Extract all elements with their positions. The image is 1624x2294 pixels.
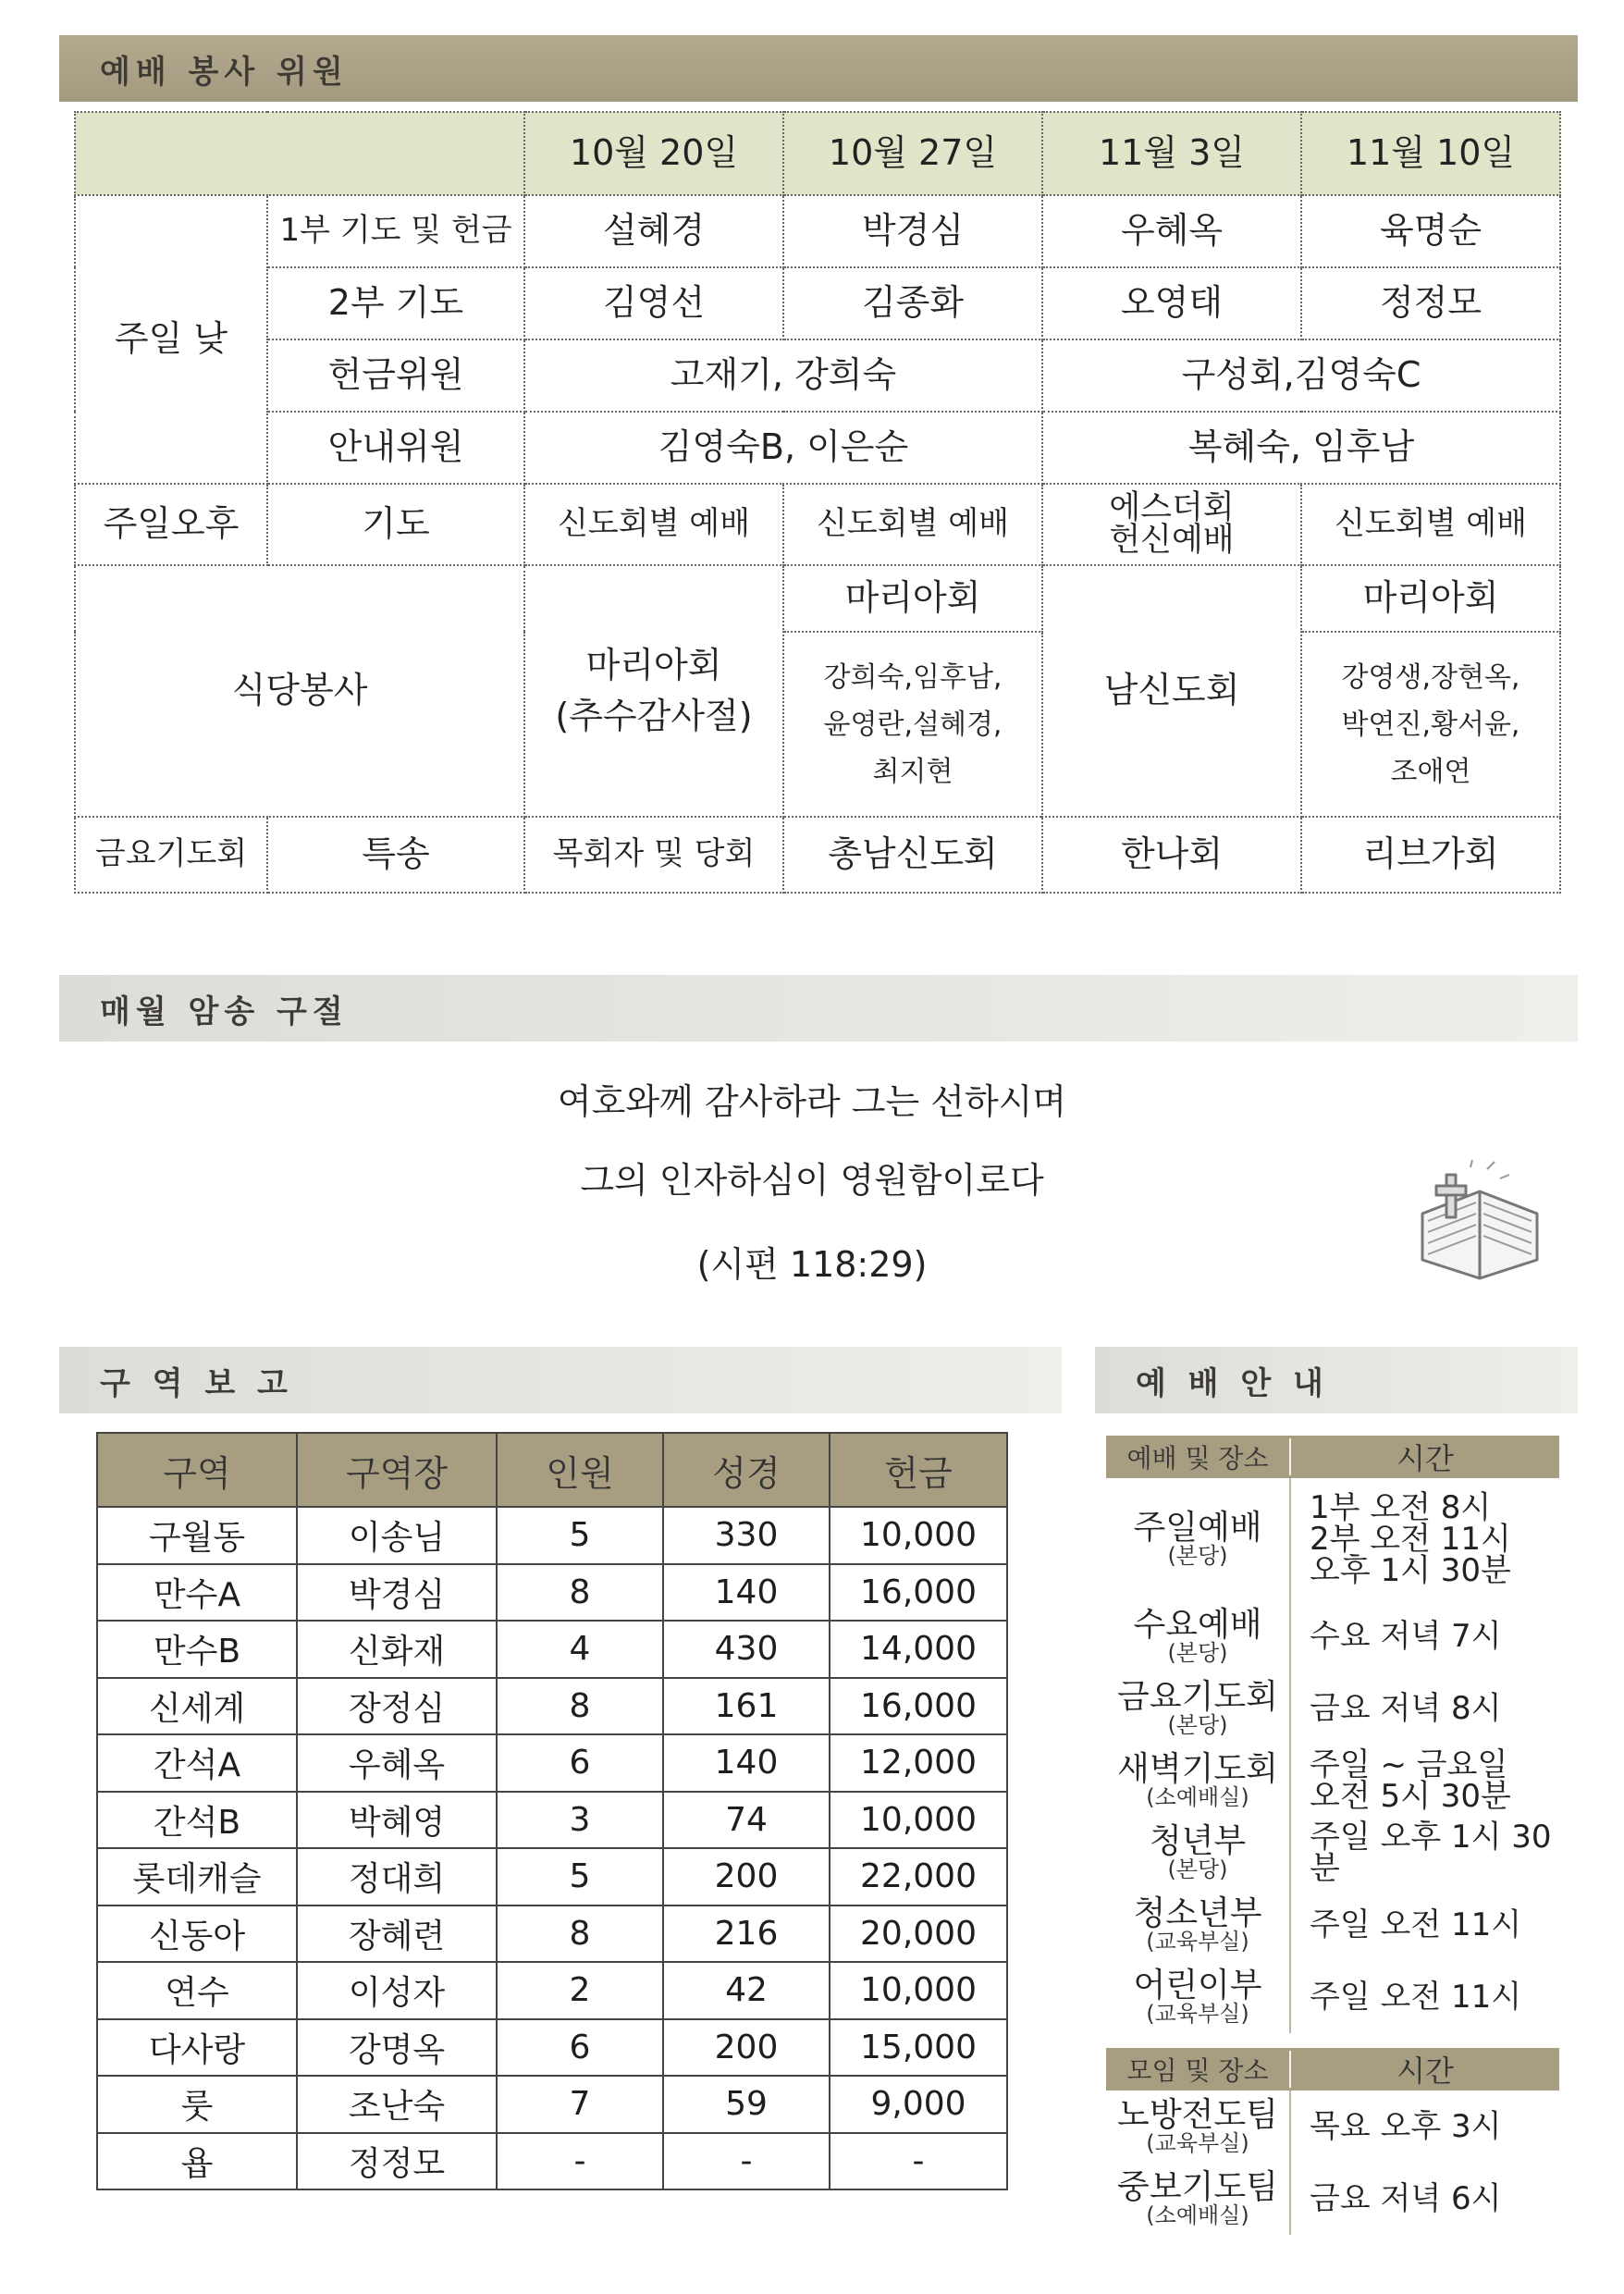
guide-row [1106,2090,1559,2163]
guide-row [1106,1745,1559,1817]
bible-icon [1406,1156,1554,1286]
table-row [97,1507,1007,1564]
column-header: 인원 [497,1433,663,1507]
row-label: 2부 기도 [267,267,524,339]
table-cell: 140 [663,1734,830,1792]
guide-name: 주일예배 [1133,1509,1262,1547]
row-label: 헌금위원 [267,339,524,412]
table-cell: 5 [497,1848,663,1906]
cell-line: 박연진,황서윤, [1341,708,1520,741]
guide-name-cell [1106,1889,1291,1961]
cell: 구성회,김영숙C [1042,339,1560,412]
cell-line: 최지현 [872,755,953,788]
cell: 오영태 [1042,267,1301,339]
cell: 박경심 [783,195,1042,267]
table-cell: 330 [663,1507,830,1564]
guide-time: 수요 저녁 7시 [1310,1618,1502,1655]
table-cell: 9,000 [830,2076,1007,2133]
table-cell: 박경심 [297,1564,497,1622]
table-row [97,2133,1007,2190]
table-cell: 이송님 [297,1507,497,1564]
table-cell: 14,000 [830,1621,1007,1678]
date-header: 10월 27일 [783,112,1042,195]
guide-time-cell [1291,1600,1559,1672]
guide-name-cell [1106,2090,1291,2163]
table-cell: 430 [663,1621,830,1678]
table-cell: 정대희 [297,1848,497,1906]
cell [783,632,1042,817]
cell: 총남신도회 [783,817,1042,893]
guide-name: 금요기도회 [1117,1678,1278,1716]
guide-time-cell [1291,1672,1559,1745]
table-cell: 200 [663,2019,830,2077]
column-header: 예배 및 장소 [1106,1438,1291,1475]
table-cell: 8 [497,1678,663,1735]
meeting-guide-table [1106,2048,1559,2235]
guide-time: 오후 1시 30분 [1310,1552,1511,1589]
column-header: 구역 [97,1433,297,1507]
table-row [97,1734,1007,1792]
cell-line: 조애연 [1390,755,1471,788]
guide-time-cell [1291,1889,1559,1961]
column-header: 시간 [1396,1441,1454,1476]
row-label: 특송 [267,817,524,893]
table-cell: 200 [663,1848,830,1906]
guide-name-cell [1106,1600,1291,1672]
table-cell: 216 [663,1906,830,1963]
section-title: 예 배 안 내 [1136,1364,1329,1402]
table-row [97,1564,1007,1622]
cell: 정정모 [1301,267,1560,339]
service-table [74,111,1561,894]
friday-group-label: 금요기도회 [75,817,267,893]
guide-place: (소예배실) [1146,1784,1249,1810]
guide-row [1106,2163,1559,2235]
guide-time: 금요 저녁 6시 [1310,2180,1502,2217]
guide-row [1106,1889,1559,1961]
row-label: 안내위원 [267,412,524,484]
column-header: 성경 [663,1433,830,1507]
guide-time: 금요 저녁 8시 [1310,1690,1502,1727]
cell: 김종화 [783,267,1042,339]
table-cell: 20,000 [830,1906,1007,1963]
cell-line: 헌신예배 [1109,522,1235,559]
cell [524,565,783,817]
afternoon-group-label: 주일오후 [75,484,267,565]
cell: 우혜옥 [1042,195,1301,267]
guide-time: 주일 ~ 금요일 [1310,1746,1508,1783]
worship-staff-header [59,35,1578,102]
section-title: 구 역 보 고 [100,1364,293,1402]
table-cell: - [497,2133,663,2190]
column-header: 모임 및 장소 [1106,2051,1291,2088]
guide-name: 노방전도팀 [1117,2096,1278,2134]
guide-place: (교육부실) [1146,2001,1249,2027]
guide-row [1106,1478,1559,1600]
cell: 신도회별 예배 [783,484,1042,565]
table-cell: 8 [497,1564,663,1622]
table-cell: 42 [663,1962,830,2019]
table-cell: 신세계 [97,1678,297,1735]
table-cell: 10,000 [830,1792,1007,1849]
table-cell: 12,000 [830,1734,1007,1792]
verse-line-1: 여호와께 감사하라 그는 선하시며 [557,1081,1067,1122]
table-cell: 롯데캐슬 [97,1848,297,1906]
table-cell: 박혜영 [297,1792,497,1849]
column-header: 구역장 [297,1433,497,1507]
column-header: 시간 [1396,2054,1454,2089]
table-row [97,1678,1007,1735]
table-cell: 16,000 [830,1678,1007,1735]
cell: 한나회 [1042,817,1301,893]
table-cell: 조난숙 [297,2076,497,2133]
table-cell: 161 [663,1678,830,1735]
cell-line: 에스더회 [1109,489,1235,526]
cell: 김영숙B, 이은순 [524,412,1042,484]
cell-line: 강영생,장현옥, [1341,660,1520,694]
table-cell: 강명옥 [297,2019,497,2077]
table-cell: 구월동 [97,1507,297,1564]
table-cell: 5 [497,1507,663,1564]
section-title: 매월 암송 구절 [100,993,349,1030]
cell-line: 강희숙,임후남, [823,660,1003,694]
table-cell: 4 [497,1621,663,1678]
corner-cell [75,112,524,195]
meeting-guide-head [1106,2048,1559,2090]
table-cell: 59 [663,2076,830,2133]
guide-name-cell [1106,2163,1291,2235]
table-cell: 만수B [97,1621,297,1678]
table-cell: 다사랑 [97,2019,297,2077]
cell: 남신도회 [1042,565,1301,817]
row-label: 식당봉사 [75,565,524,817]
table-cell: 신동아 [97,1906,297,1963]
worship-guide-header [1095,1347,1578,1413]
guide-place: (소예배실) [1146,2202,1249,2228]
table-row [97,1962,1007,2019]
worship-guide-table [1106,1436,1559,2033]
table-cell: 6 [497,1734,663,1792]
table-cell: 22,000 [830,1848,1007,1906]
guide-row [1106,1817,1559,1889]
table-cell: 간석A [97,1734,297,1792]
table-cell: 룻 [97,2076,297,2133]
cell [1042,484,1301,565]
table-cell: 만수A [97,1564,297,1622]
table-cell: 2 [497,1962,663,2019]
table-cell: 간석B [97,1792,297,1849]
cell: 설혜경 [524,195,783,267]
cell: 신도회별 예배 [524,484,783,565]
guide-time: 오전 5시 30분 [1310,1778,1511,1815]
table-cell: 16,000 [830,1564,1007,1622]
guide-time: 2부 오전 11시 [1310,1521,1511,1558]
row-label: 기도 [267,484,524,565]
cell: 목회자 및 당회 [524,817,783,893]
guide-name-cell [1106,1745,1291,1817]
table-cell: - [663,2133,830,2190]
cell: 김영선 [524,267,783,339]
guide-row [1106,1961,1559,2033]
guide-name: 수요예배 [1133,1606,1262,1644]
table-cell: 10,000 [830,1507,1007,1564]
table-cell: - [830,2133,1007,2190]
cell: 리브가회 [1301,817,1560,893]
table-cell: 욥 [97,2133,297,2190]
verse-line-2: 그의 인자하심이 영원함이로다 [580,1160,1044,1201]
table-row [97,1848,1007,1906]
guide-time-cell [1291,1817,1559,1889]
table-cell: 연수 [97,1962,297,2019]
district-report-header [59,1347,1062,1413]
section-title: 예배 봉사 위원 [100,53,349,91]
cell: 복혜숙, 임후남 [1042,412,1560,484]
district-table [96,1432,1008,2190]
table-cell: 6 [497,2019,663,2077]
cell-line: 마리아회 [585,644,722,685]
cell: 육명순 [1301,195,1560,267]
table-cell: 15,000 [830,2019,1007,2077]
guide-time: 1부 오전 8시 [1310,1489,1492,1526]
guide-name: 어린이부 [1133,1967,1262,2004]
guide-place: (본당) [1167,1856,1228,1882]
sunday-group-label: 주일 낮 [75,195,267,484]
guide-row [1106,1672,1559,1745]
guide-name-cell [1106,1961,1291,2033]
district-table-body [97,1507,1007,2189]
table-cell: 7 [497,2076,663,2133]
table-row [97,1621,1007,1678]
guide-time: 주일 오전 11시 [1310,1979,1522,2016]
guide-name: 새벽기도회 [1117,1750,1278,1788]
cell: 신도회별 예배 [1301,484,1560,565]
table-cell: 우혜옥 [297,1734,497,1792]
cell-line: (추수감사절) [555,696,753,736]
meeting-guide-rows [1106,2090,1559,2235]
guide-name: 중보기도팀 [1117,2168,1278,2206]
cell-line: 윤영란,설혜경, [823,708,1003,741]
guide-name: 청년부 [1149,1822,1247,1860]
guide-time-cell [1291,1745,1559,1817]
table-cell: 3 [497,1792,663,1849]
guide-time-cell [1291,1478,1559,1600]
guide-time: 주일 오전 11시 [1310,1906,1522,1943]
table-cell: 140 [663,1564,830,1622]
table-cell: 74 [663,1792,830,1849]
guide-time: 주일 오후 1시 30분 [1310,1819,1552,1887]
verse-reference: (시편 118:29) [696,1244,928,1285]
guide-time: 목요 오후 3시 [1310,2108,1502,2145]
table-cell: 10,000 [830,1962,1007,2019]
guide-place: (본당) [1167,1543,1228,1569]
cell [1301,632,1560,817]
worship-guide-head [1106,1436,1559,1478]
row-label: 1부 기도 및 헌금 [267,195,524,267]
table-cell: 장혜련 [297,1906,497,1963]
date-header: 11월 3일 [1042,112,1301,195]
memory-verse-header [59,975,1578,1042]
cell: 마리아회 [783,565,1042,632]
guide-name-cell [1106,1672,1291,1745]
table-cell: 신화재 [297,1621,497,1678]
table-row [97,2019,1007,2077]
table-cell: 정정모 [297,2133,497,2190]
guide-time-cell [1291,1961,1559,2033]
table-row [97,1906,1007,1963]
guide-place: (본당) [1167,1712,1228,1738]
guide-name-cell [1106,1478,1291,1600]
table-row [97,2076,1007,2133]
date-header: 11월 10일 [1301,112,1560,195]
guide-place: (교육부실) [1146,1929,1249,1955]
date-header: 10월 20일 [524,112,783,195]
guide-name: 청소년부 [1133,1894,1262,1932]
guide-time-cell [1291,2090,1559,2163]
table-row [97,1792,1007,1849]
guide-time-cell [1291,2163,1559,2235]
table-cell: 이성자 [297,1962,497,2019]
guide-name-cell [1106,1817,1291,1889]
column-header: 헌금 [830,1433,1007,1507]
guide-place: (교육부실) [1146,2130,1249,2156]
cell: 마리아회 [1301,565,1560,632]
table-cell: 8 [497,1906,663,1963]
worship-guide-rows [1106,1478,1559,2033]
cell: 고재기, 강희숙 [524,339,1042,412]
guide-place: (본당) [1167,1640,1228,1666]
guide-row [1106,1600,1559,1672]
table-cell: 장정심 [297,1678,497,1735]
